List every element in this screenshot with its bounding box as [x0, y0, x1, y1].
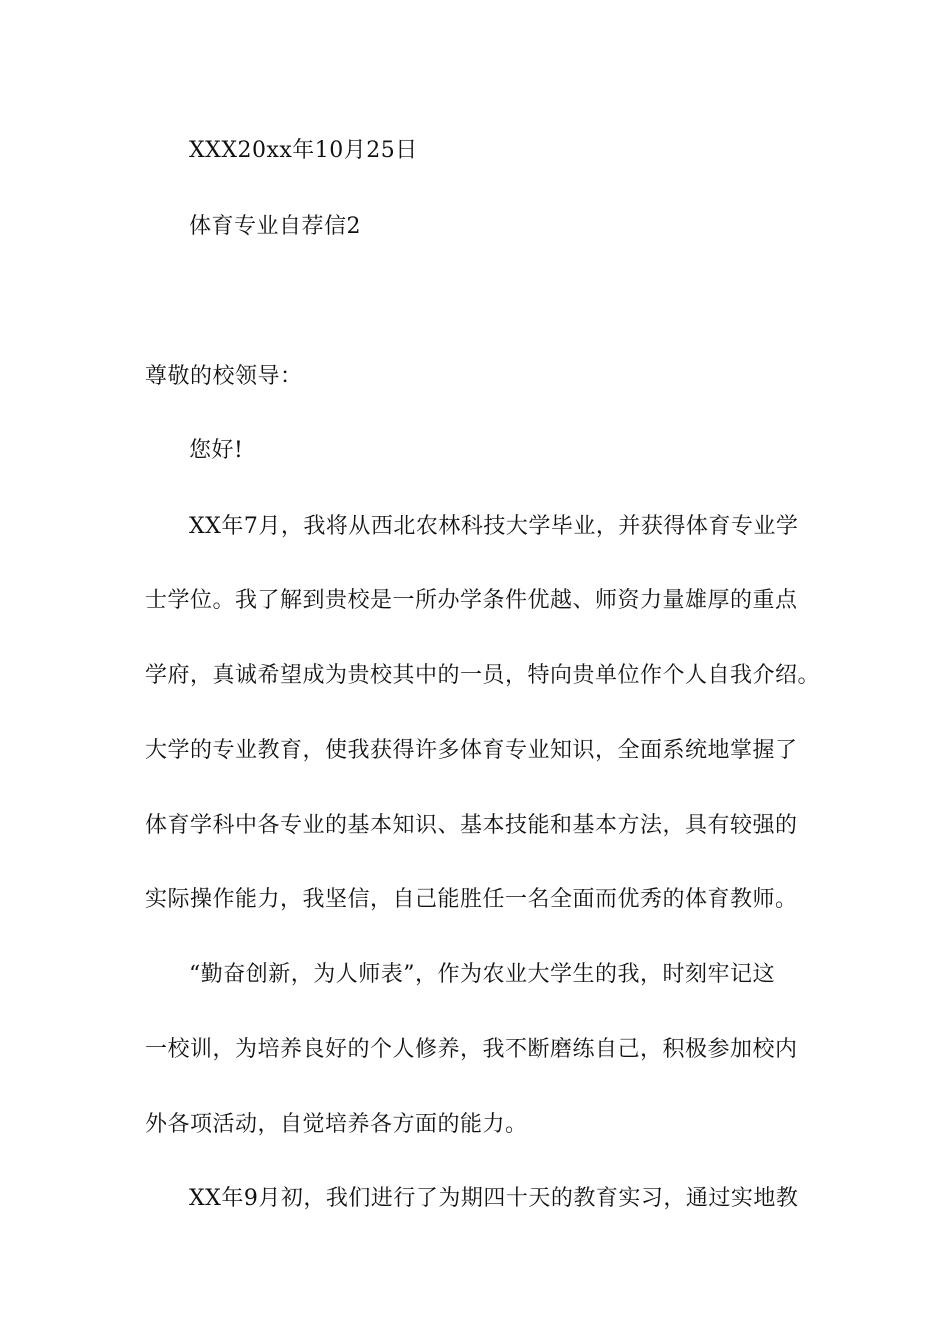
- paragraph-1-line-1: XX年7月，我将从西北农林科技大学毕业，并获得体育专业学: [189, 514, 799, 539]
- salutation: 尊敬的校领导：: [145, 364, 303, 389]
- letter-heading: 体育专业自荐信2: [189, 214, 361, 239]
- paragraph-1-line-4: 大学的专业教育，使我获得许多体育专业知识，全面系统地掌握了: [145, 738, 798, 763]
- paragraph-2-line-1: “勤奋创新，为人师表”，作为农业大学生的我，时刻牢记这: [189, 962, 775, 987]
- paragraph-2-line-2: 一校训，为培养良好的个人修养，我不断磨练自己，积极参加校内: [145, 1037, 798, 1062]
- date-line: XXX20xx年10月25日: [189, 138, 418, 163]
- paragraph-2-line-3: 外各项活动，自觉培养各方面的能力。: [145, 1112, 528, 1137]
- paragraph-1-line-5: 体育学科中各专业的基本知识、基本技能和基本方法，具有较强的: [145, 813, 798, 838]
- greeting: 您好!: [189, 438, 244, 463]
- paragraph-1-line-6: 实际操作能力，我坚信，自己能胜任一名全面而优秀的体育教师。: [145, 887, 798, 912]
- paragraph-3-line-1: XX年9月初，我们进行了为期四十天的教育实习，通过实地教: [189, 1186, 799, 1211]
- paragraph-1-line-2: 士学位。我了解到贵校是一所办学条件优越、师资力量雄厚的重点: [145, 588, 798, 613]
- paragraph-1-line-3: 学府，真诚希望成为贵校其中的一员，特向贵单位作个人自我介绍。: [145, 663, 821, 688]
